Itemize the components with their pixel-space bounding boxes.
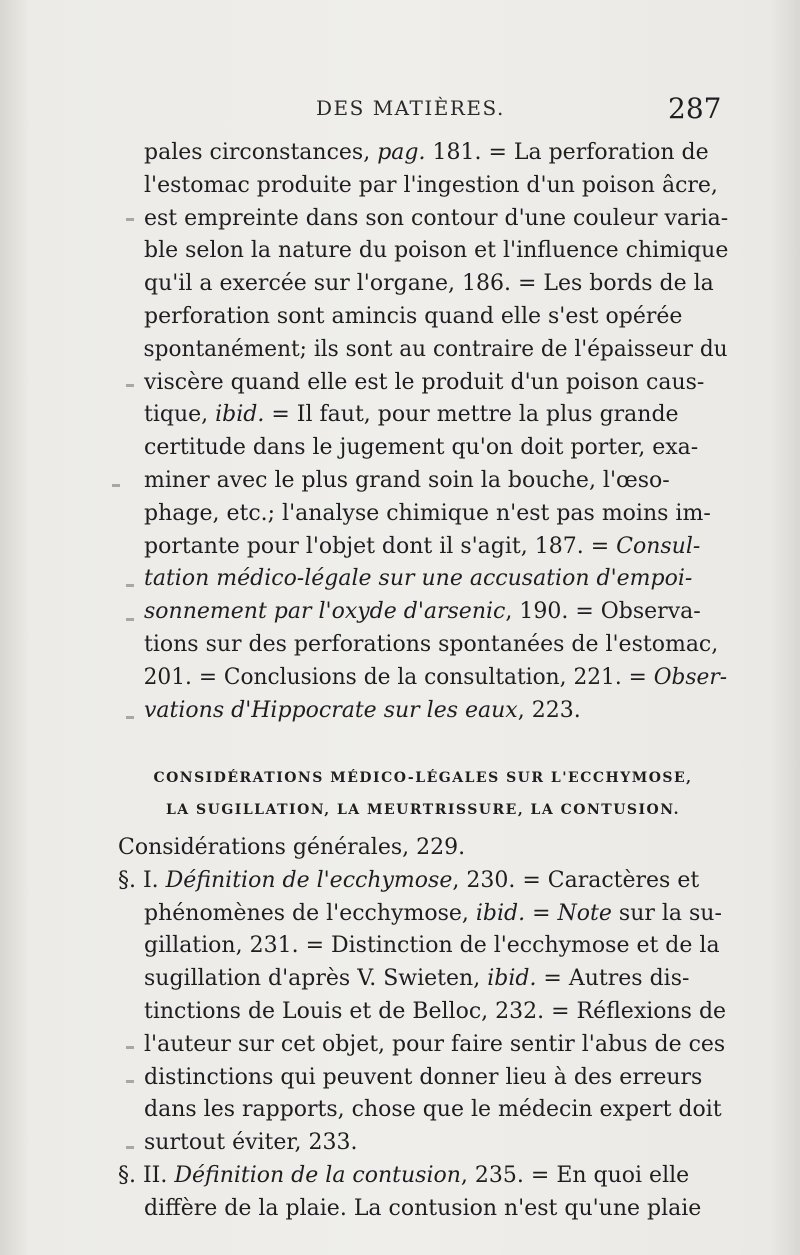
text-line: gillation, 231. = Distinction de l'ecchymose et de la: [144, 933, 720, 959]
margin-mark: [112, 484, 120, 487]
text-line: pales circonstances, pag. 181. = La perforation de: [144, 140, 709, 165]
text-line: portante pour l'objet dont il s'agit, 187. = Consul-: [144, 533, 701, 559]
text-line: distinctions qui peuvent donner lieu à des erreurs: [144, 1064, 703, 1090]
text-line: spontanément; ils sont au contraire de l'épaisseur du: [143, 336, 728, 362]
page-number: 287: [668, 92, 722, 125]
text-line: tation médico-légale sur une accusation d'empoi-: [144, 566, 693, 592]
text-line: miner avec le plus grand soin la bouche, l'œso-: [144, 467, 670, 493]
text-line: l'estomac produite par l'ingestion d'un poison âcre,: [144, 172, 718, 198]
index-entry-block: [118, 832, 728, 1226]
text-line: §. II. Définition de la contusion, 235. = En quoi elle: [118, 1162, 690, 1188]
section-heading-line: CONSIDÉRATIONS MÉDICO-LÉGALES SUR L'ECCHYMOSE,: [153, 770, 693, 786]
text-line: tions sur des perforations spontanées de l'estomac,: [144, 631, 719, 657]
text-line: sugillation d'après V. Swieten, ibid. = Autres dis-: [144, 966, 690, 992]
running-header: [0, 92, 800, 132]
margin-mark: [126, 1080, 134, 1083]
margin-mark: [126, 218, 134, 221]
text-line: 201. = Conclusions de la consultation, 221. = Obser-: [143, 664, 728, 690]
text-line: qu'il a exercée sur l'organe, 186. = Les bords de la: [144, 271, 714, 297]
running-title: DES MATIÈRES.: [316, 96, 505, 120]
text-line: perforation sont amincis quand elle s'est opérée: [144, 303, 683, 329]
text-line: ble selon la nature du poison et l'influence chimique: [144, 238, 729, 264]
margin-mark: [126, 1146, 134, 1149]
text-line: diffère de la plaie. La contusion n'est qu'une plaie: [144, 1195, 702, 1221]
text-line: §. I. Définition de l'ecchymose, 230. = Caractères et: [118, 867, 700, 893]
margin-mark: [126, 618, 134, 621]
text-line: viscère quand elle est le produit d'un poison caus-: [144, 369, 705, 395]
text-line: surtout éviter, 233.: [144, 1130, 358, 1156]
section-heading-line: LA SUGILLATION, LA MEURTRISSURE, LA CONTUSION.: [165, 802, 681, 818]
section-heading: [118, 762, 728, 826]
text-line: sonnement par l'oxyde d'arsenic, 190. = Observa-: [144, 599, 701, 625]
text-line: est empreinte dans son contour d'une couleur varia-: [144, 205, 729, 231]
text-line: phénomènes de l'ecchymose, ibid. = Note sur la su-: [144, 900, 722, 926]
text-line: dans les rapports, chose que le médecin expert doit: [144, 1097, 722, 1123]
text-line: tinctions de Louis et de Belloc, 232. = Réflexions de: [144, 998, 727, 1024]
margin-mark: [126, 1046, 134, 1049]
text-line: Considérations générales, 229.: [118, 835, 466, 860]
margin-mark: [126, 716, 134, 719]
text-line: vations d'Hippocrate sur les eaux, 223.: [144, 697, 581, 723]
text-line: phage, etc.; l'analyse chimique n'est pas moins im-: [144, 500, 711, 526]
text-line: l'auteur sur cet objet, pour faire sentir l'abus de ces: [144, 1031, 726, 1057]
margin-mark: [126, 384, 134, 387]
index-entry-block: [118, 137, 728, 727]
text-line: tique, ibid. = Il faut, pour mettre la plus grande: [144, 402, 679, 428]
margin-mark: [126, 584, 134, 587]
text-line: certitude dans le jugement qu'on doit porter, exa-: [144, 435, 699, 461]
